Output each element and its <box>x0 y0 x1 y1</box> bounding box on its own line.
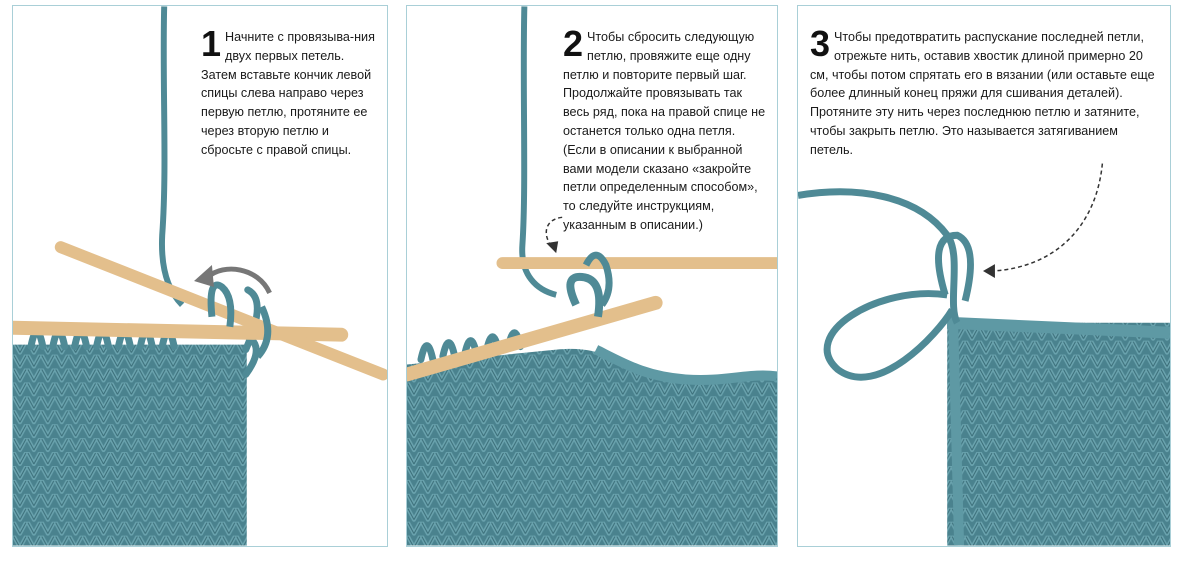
step-1-text: Начните с провязыва-ния двух первых петель. Затем вставьте кончик левой спицы слева направо через первую петлю, протяните ее через вторую петлю и сбросьте с правой спицы. <box>201 30 375 157</box>
step-1-number: 1 <box>201 23 222 64</box>
step-3-panel <box>797 5 1171 547</box>
step-3-number: 3 <box>810 23 831 64</box>
step-1-panel <box>12 5 388 547</box>
step-2-number: 2 <box>563 23 584 64</box>
step-3-caption <box>810 23 1160 160</box>
step-2-caption <box>563 23 771 235</box>
step-2-panel <box>406 5 778 547</box>
step-2-text: Чтобы сбросить следующую петлю, провяжите еще одну петлю и повторите первый шаг. Продолжайте провязывать так весь ряд, пока на правой спице не останется только одна петля. (Если в описании к выбранной вами модели сказано «закройте петли определенным способом», то следуйте инструкциям, указанным в описании.) <box>563 30 766 232</box>
step-3-text: Чтобы предотвратить распускание последней петли, отрежьте нить, оставив хвостик длиной примерно 20 см, чтобы потом спрятать его в вязании (или оставьте еще более длинный конец пряжи для сшивания деталей). Протяните эту нить через последнюю петлю и затяните, чтобы закрыть петлю. Это называется затягиванием петель. <box>810 30 1155 157</box>
step-1-caption <box>201 23 381 160</box>
